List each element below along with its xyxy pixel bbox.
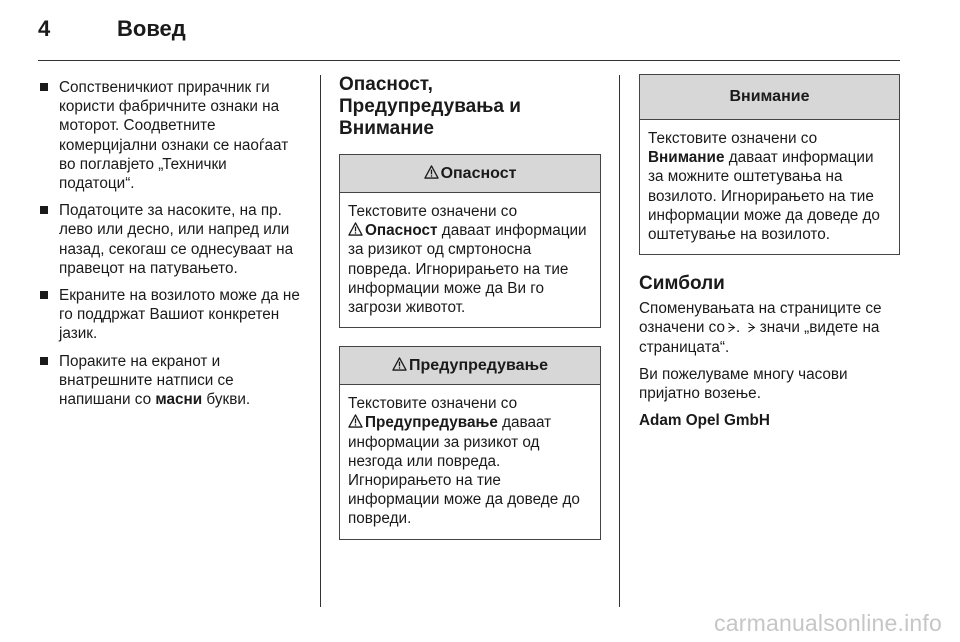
bold-term: масни [155,391,203,409]
bullet-square-icon [40,206,48,214]
watermark: carmanualsonline.info [714,610,942,636]
header-rule [38,60,900,61]
column-2 [339,74,601,558]
list-item [38,201,306,278]
warning-triangle-icon [424,165,439,179]
caution-box-body [640,120,899,254]
page-number: 4 [38,16,51,41]
danger-box [339,154,601,328]
bold-term: Предупредување [365,414,498,432]
symbols-paragraph [639,299,900,357]
page-reference-icon [727,322,736,333]
warning-box [339,346,601,539]
list-item [38,78,306,193]
danger-box-text: Текстовите означени со [348,203,518,220]
list-item-text: Сопственичкиот прирачник ги користи фабричните ознаки на моторот. Соодветните комерцијални ознаки се наоѓаат во поглавјето „Технички податоци“. [59,79,289,193]
list-item-text-end: букви. [202,391,251,409]
caution-box-text-end: даваат информации за можните оштетувања на возилото. Игнорирањето на тие информации може да доведе до оштетување на возилото. [648,149,880,244]
symbols-text-end: значи „видете на страницата“. [639,319,880,356]
warning-box-text: Текстовите означени со [348,395,518,413]
symbols-text-period: . [736,319,741,337]
column-1 [38,78,306,417]
danger-box-header [340,155,600,193]
list-item [38,286,306,344]
bullet-square-icon [40,357,48,365]
symbols-heading: Симболи [639,273,725,295]
bullet-square-icon [40,83,48,91]
page-title: Вовед [117,16,186,41]
warning-triangle-icon [348,222,363,236]
section-title: Опасност, Предупредувања и Внимание [339,74,521,139]
closing-paragraph: Ви пожелуваме многу часови пријатно возење. [639,365,848,403]
company-name: Adam Opel GmbH [639,412,770,430]
page-reference-icon [747,322,756,333]
list-item-text: Податоците за насоките, на пр. лево или десно, или напред или назад, секогаш се однесуваат на правецот на патувањето. [59,202,294,277]
caution-box-text: Текстовите означени со [648,130,818,147]
warning-triangle-icon [348,414,363,428]
column-3 [639,74,900,438]
column-divider-1 [320,75,321,607]
column-divider-2 [619,75,620,607]
caution-box [639,74,900,255]
danger-box-body [340,193,600,327]
warning-box-title: Предупредување [409,357,548,375]
list-item [38,352,306,410]
bullet-list [38,78,306,409]
bold-term: Внимание [648,149,725,167]
list-item-text: Екраните на возилото може да не го поддржат Вашиот конкретен јазик. [59,287,300,343]
list-item-text: Пораките на екранот и внатрешните натписи се напишани со [59,352,234,409]
warning-box-text-end: даваат информации за ризикот од незгода или повреда. Игнорирањето на тие информации може да доведе до повреди. [348,414,580,528]
danger-box-title: Опасност [440,165,517,182]
danger-box-text-end: даваат информации за ризикот од смртоносна повреда. Игнорирањето на тие информации може да Ви го загрози животот. [348,222,587,317]
bullet-square-icon [40,291,48,299]
bold-term: Опасност [365,222,438,240]
warning-triangle-icon [392,357,407,371]
warning-box-body [340,385,600,538]
symbols-text: Споменувањата на страниците се означени со [639,300,882,337]
warning-box-header [340,347,600,385]
caution-box-header: Внимание [640,75,899,120]
